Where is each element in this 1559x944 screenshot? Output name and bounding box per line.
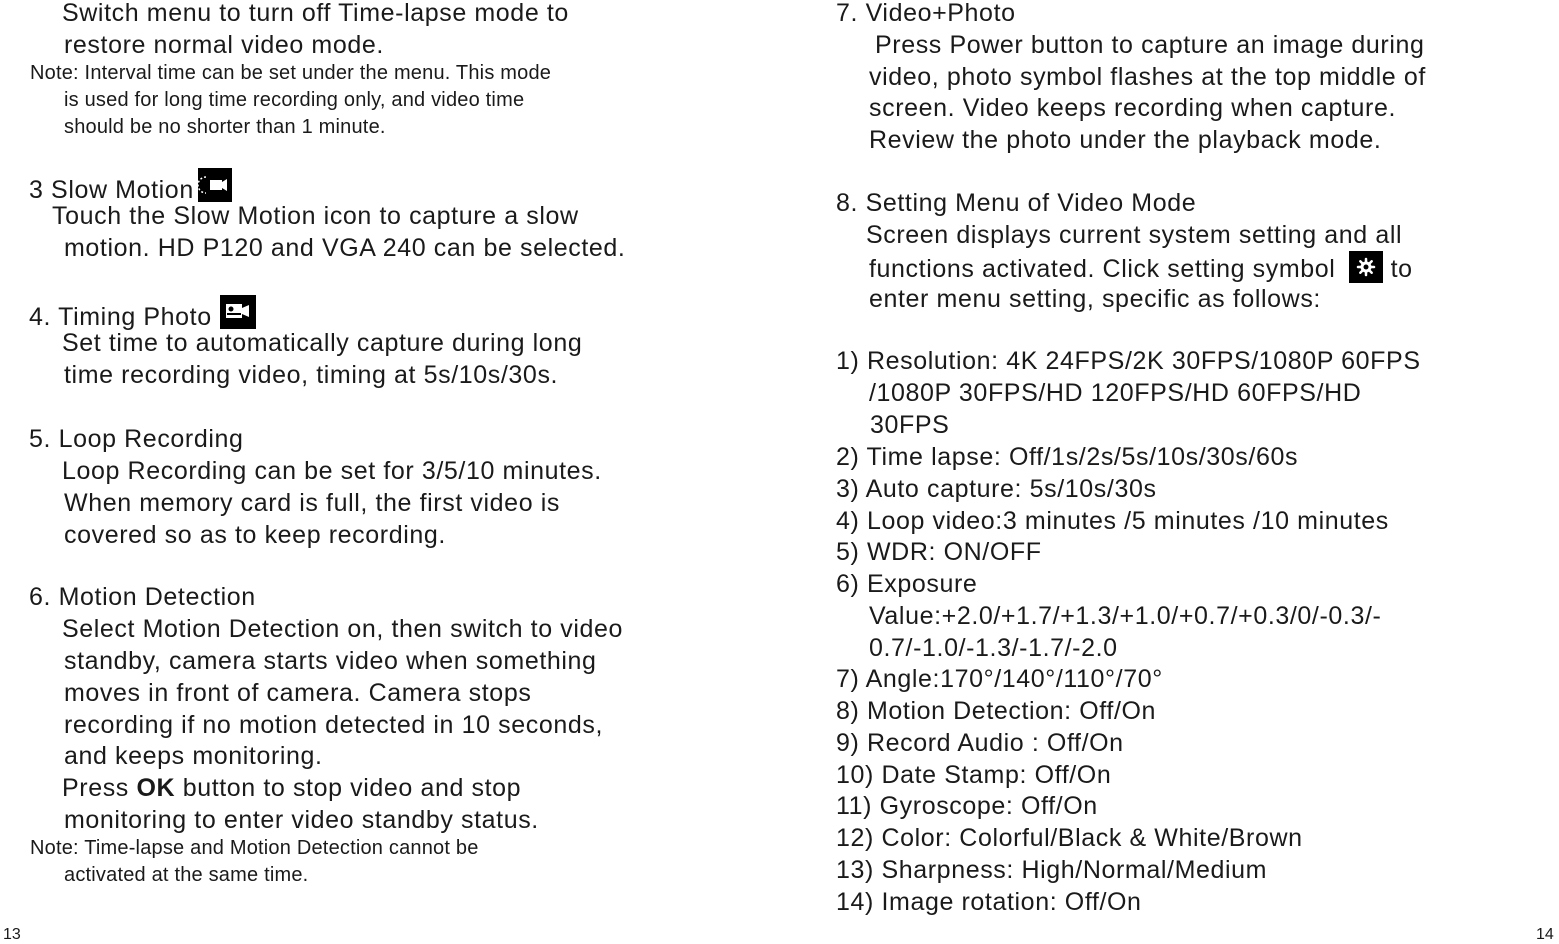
timing-photo-icon: [220, 295, 256, 329]
motion-detection-title: 6. Motion Detection: [29, 583, 256, 611]
setting-menu-body-2a: functions activated. Click setting symbol: [869, 255, 1336, 283]
page-number-left: 13: [3, 926, 21, 943]
setting-menu-body-2b: to: [1390, 255, 1413, 283]
menu-item: 9) Record Audio : Off/On: [836, 729, 1124, 757]
gear-icon: [1349, 251, 1383, 283]
setting-menu-body-2: [869, 251, 1413, 285]
menu-item: 5) WDR: ON/OFF: [836, 538, 1042, 566]
menu-item: 30FPS: [870, 411, 950, 439]
slow-motion-body-1: Touch the Slow Motion icon to capture a slow: [52, 202, 579, 230]
video-photo-body-3: screen. Video keeps recording when capture.: [869, 94, 1397, 122]
menu-item: 6) Exposure: [836, 570, 978, 598]
loop-recording-body-2: When memory card is full, the first video is: [64, 489, 560, 517]
note-conflict-line-1: Note: Time-lapse and Motion Detection cannot be: [30, 837, 479, 859]
note-conflict-line-2: activated at the same time.: [64, 864, 309, 886]
intro-line-1: Switch menu to turn off Time-lapse mode to: [62, 0, 569, 27]
ok-label: OK: [136, 774, 176, 802]
setting-menu-body-1: Screen displays current system setting and all: [866, 221, 1403, 249]
setting-menu-title: 8. Setting Menu of Video Mode: [836, 189, 1197, 217]
video-photo-body-2: video, photo symbol flashes at the top middle of: [869, 63, 1426, 91]
video-photo-body-4: Review the photo under the playback mode.: [869, 126, 1382, 154]
slow-motion-body-2: motion. HD P120 and VGA 240 can be selected.: [64, 234, 626, 262]
press-rest: button to stop video and stop: [175, 774, 522, 802]
menu-item: 2) Time lapse: Off/1s/2s/5s/10s/30s/60s: [836, 443, 1299, 471]
press-word: Press: [62, 774, 129, 802]
timing-photo-body-2: time recording video, timing at 5s/10s/30s.: [64, 361, 559, 389]
menu-item: 11) Gyroscope: Off/On: [836, 792, 1098, 820]
motion-detection-body-1: Select Motion Detection on, then switch to video: [62, 615, 624, 643]
intro-line-2: restore normal video mode.: [64, 31, 384, 59]
press-ok-line-2: monitoring to enter video standby status.: [64, 806, 539, 834]
motion-detection-body-4: recording if no motion detected in 10 seconds,: [64, 711, 604, 739]
menu-item: Value:+2.0/+1.7/+1.3/+1.0/+0.7/+0.3/0/-0.3/-: [869, 602, 1382, 630]
note-interval-line-3: should be no shorter than 1 minute.: [64, 116, 386, 138]
motion-detection-body-3: moves in front of camera. Camera stops: [64, 679, 532, 707]
timing-photo-title: 4. Timing Photo: [29, 303, 212, 331]
motion-detection-body-5: and keeps monitoring.: [64, 742, 323, 770]
page-number-right: 14: [1536, 926, 1554, 943]
menu-item: 12) Color: Colorful/Black & White/Brown: [836, 824, 1303, 852]
motion-detection-body-2: standby, camera starts video when something: [64, 647, 597, 675]
press-ok-line: [62, 772, 521, 804]
setting-menu-body-3: enter menu setting, specific as follows:: [869, 285, 1321, 313]
note-interval-line-1: Note: Interval time can be set under the menu. This mode: [30, 62, 552, 84]
video-photo-body-1: Press Power button to capture an image during: [875, 31, 1425, 59]
menu-item: 1) Resolution: 4K 24FPS/2K 30FPS/1080P 60FPS: [836, 347, 1421, 375]
note-interval-line-2: is used for long time recording only, and video time: [64, 89, 525, 111]
menu-item: 13) Sharpness: High/Normal/Medium: [836, 856, 1268, 884]
menu-item: 7) Angle:170°/140°/110°/70°: [836, 665, 1163, 693]
menu-item: 8) Motion Detection: Off/On: [836, 697, 1157, 725]
menu-item: 3) Auto capture: 5s/10s/30s: [836, 475, 1157, 503]
menu-item: 0.7/-1.0/-1.3/-1.7/-2.0: [869, 634, 1118, 662]
menu-item: /1080P 30FPS/HD 120FPS/HD 60FPS/HD: [869, 379, 1362, 407]
slow-motion-title: 3 Slow Motion: [29, 176, 194, 204]
video-photo-title: 7. Video+Photo: [836, 0, 1016, 27]
loop-recording-body-1: Loop Recording can be set for 3/5/10 minutes.: [62, 457, 602, 485]
loop-recording-title: 5. Loop Recording: [29, 425, 244, 453]
menu-item: 10) Date Stamp: Off/On: [836, 761, 1112, 789]
timing-photo-body-1: Set time to automatically capture during long: [62, 329, 583, 357]
menu-item: 14) Image rotation: Off/On: [836, 888, 1142, 916]
slow-motion-icon: [198, 168, 232, 202]
loop-recording-body-3: covered so as to keep recording.: [64, 521, 446, 549]
menu-item: 4) Loop video:3 minutes /5 minutes /10 minutes: [836, 507, 1389, 535]
